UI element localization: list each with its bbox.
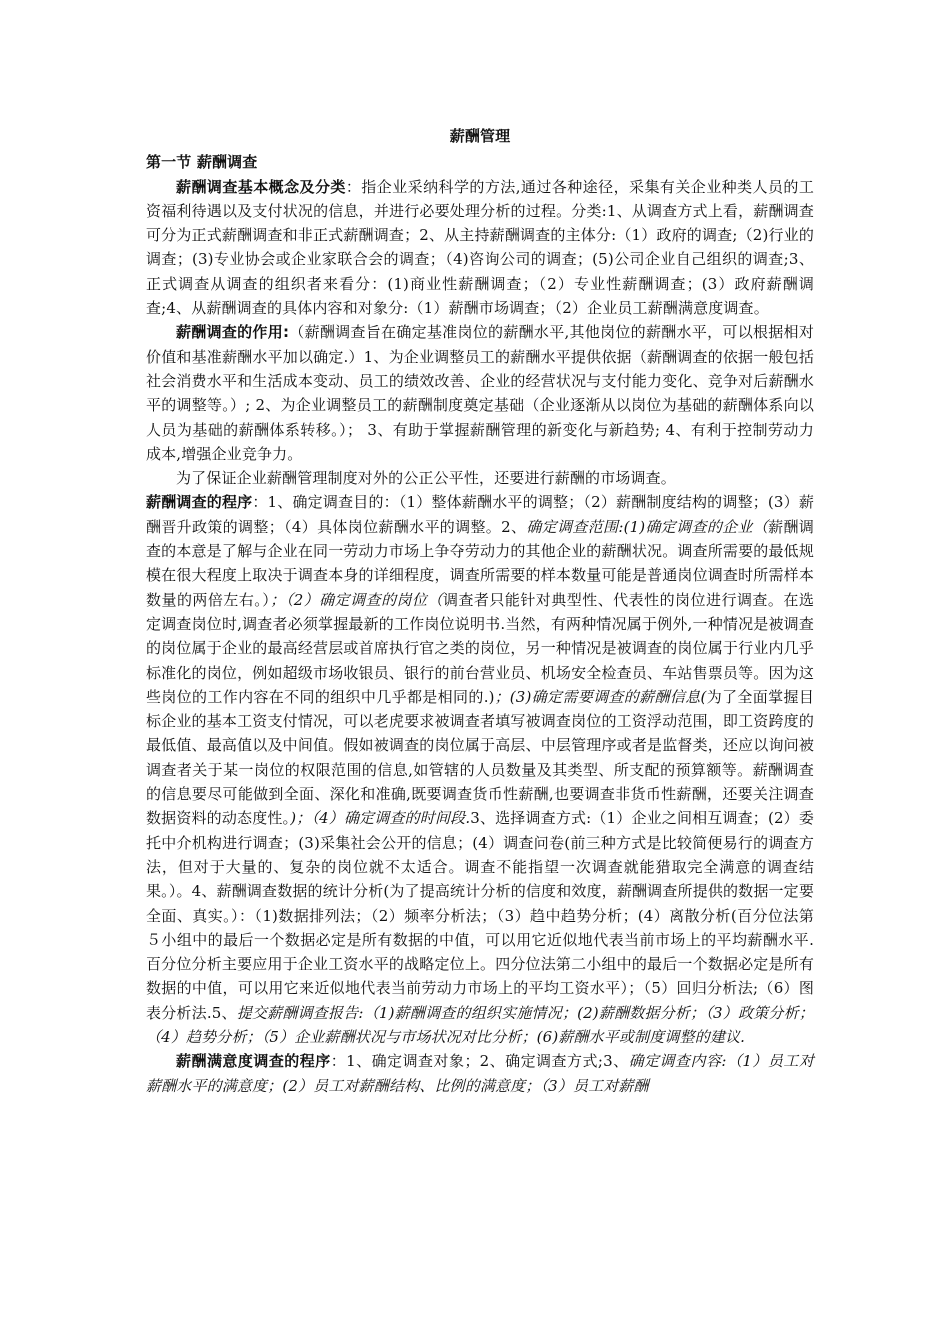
italic-text: 确定调查内容:（1）员工对薪酬水平的满意度；(2）员工对薪酬结构、比例的满意度；（3）员工对薪酬 <box>146 1052 814 1095</box>
paragraph-market-survey <box>146 466 814 490</box>
paragraph-procedure <box>146 490 814 1049</box>
paragraph-text: ：指企业采纳科学的方法,通过各种途径，采集有关企业种类人员的工资福利待遇以及支付状况的信息，并进行必要处理分析的过程。分类:1、从调查方式上看，薪酬调查可分为正式薪酬调查和非正式薪酬调查；2、从主持薪酬调查的主体分:（1）政府的调查;（2)行业的调查；(3)专业协会或企业家联合会的调查；（4)咨询公司的调查；(5)公司企业自己组织的调查;3、正式调查从调查的组织者来看分：(1)商业性薪酬调查；（2）专业性薪酬调查；(3）政府薪酬调查;4、从薪酬调查的具体内容和对象分:（1）薪酬市场调查；（2）企业员工薪酬满意度调查。 <box>146 177 815 318</box>
document-page <box>146 124 814 1098</box>
paragraph-satisfaction <box>146 1049 814 1098</box>
paragraph-function <box>146 320 814 466</box>
italic-text: 确定调查范围:(1)确定调查的企业（ <box>526 517 769 536</box>
italic-text: ；(3)确定需要调查的薪酬信息( <box>494 687 707 706</box>
paragraph-concept <box>146 175 814 321</box>
paragraph-text: 为了全面掌握目标企业的基本工资支付情况，可以老虎要求被调查者填写被调查岗位的工资浮动范围，即工资跨度的最低值、最高值以及中间值。假如被调查的岗位属于高层、中层管理序或者是监督类，还应以询问被调查者关于某一岗位的权限范围的信息,如管辖的人员数量及其类型、所支配的预算额等。薪酬调查的信息要尽可能做到全面、深化和准确,既要调查货币性薪酬,也要调查非货币性薪酬，还要关注调查数据资料的动态度性。 <box>146 687 814 828</box>
document-title: 薪酬管理 <box>449 127 511 145</box>
paragraph-text: ：1、确定调查对象；2、确定调查方式;3、 <box>330 1052 629 1071</box>
italic-text: 提交薪酬调查报告:（1)薪酬调查的组织实施情况；(2)薪酬数据分析；（3）政策分析；（4）趋势分析；（5）企业薪酬状况与市场状况对比分析；(6)薪酬水平或制度调整的建议. <box>146 1003 814 1046</box>
paragraph-term: 薪酬调查的作用: <box>176 323 290 342</box>
section-heading: 第一节 薪酬调查 <box>146 153 258 172</box>
paragraph-text: 3、选择调查方式:（1）企业之间相互调查；(2）委托中介机构进行调查；(3)采集社会公开的信息；(4）调查问卷(前三种方式是比较简便易行的调查方法，但对于大量的、复杂的岗位就不太适合。调查不能指望一次调查就能猎取完全满意的调查结果。）。4、薪酬调查数据的统计分析(为了提高统计分析的信度和效度，薪酬调查所提供的数据一定要全面、真实。）：（1)数据排列法；（2）频率分析法；（3）趋中趋势分析；(4）离散分析(百分位法第５小组中的最后一个数据必定是所有数据的中值，可以用它近似地代表当前市场上的平均薪酬水平.百分位分析主要应用于企业工资水平的战略定位上。四分位法第二小组中的最后一个数据必定是所有数据的中值，可以用它来近似地代表当前劳动力市场上的平均工资水平）；（5）回归分析法;（6）图表分析法.5、 <box>146 809 814 1022</box>
paragraph-term: 薪酬满意度调查的程序 <box>176 1052 331 1071</box>
paragraph-term: 薪酬调查基本概念及分类 <box>176 177 346 196</box>
paragraph-term: 薪酬调查的程序 <box>146 493 253 512</box>
paragraph-text: （薪酬调查旨在确定基准岗位的薪酬水平,其他岗位的薪酬水平，可以根据相对价值和基准薪酬水平加以确定.）1、为企业调整员工的薪酬水平提供依据（薪酬调查的依据一般包括社会消费水平和生活成本变动、员工的绩效改善、企业的经营状况与支付能力变化、竞争对后薪酬水平的调整等。）; 2、为企业调整员工的薪酬制度奠定基础（企业逐渐从以岗位为基础的薪酬体系向以人员为基础的薪酬体系转移。）； 3、有助于掌握薪酬管理的新变化与新趋势; 4、有利于控制劳动力成本,增强企业竞争力。 <box>146 323 814 463</box>
paragraph-text: 薪酬调查的本意是了解与企业在同一劳动力市场上争夺劳动力的其他企业的薪酬状况。调查所需要的最低规模在很大程度上取决于调查本身的详细程度，调查所需要的样本数量可能是普通岗位调查时所需样本数量的两倍左右。） <box>146 517 814 609</box>
italic-text: )；（4）确定调查的时间段. <box>290 809 471 828</box>
italic-text: ；（2）确定调查的岗位（ <box>270 590 443 609</box>
paragraph-text: ：1、确定调查目的：（1）整体薪酬水平的调整；（2）薪酬制度结构的调整；(3）薪酬晋升政策的调整；（4）具体岗位薪酬水平的调整。2、 <box>146 493 814 536</box>
paragraph-text: 为了保证企业薪酬管理制度对外的公正公平性，还要进行薪酬的市场调查。 <box>176 469 676 488</box>
paragraph-text: 调查者只能针对典型性、代表性的岗位进行调查。在选定调查岗位时,调查者必须掌握最新的工作岗位说明书.当然，有两种情况属于例外,一种情况是被调查的岗位属于企业的最高经营层或首席执行官之类的岗位，另一种情况是被调查的岗位属于行业内几乎标准化的岗位，例如超级市场收银员、银行的前台营业员、机场安全检查员、车站售票员等。因为这些岗位的工作内容在不同的组织中几乎都是相同的.) <box>146 590 814 706</box>
